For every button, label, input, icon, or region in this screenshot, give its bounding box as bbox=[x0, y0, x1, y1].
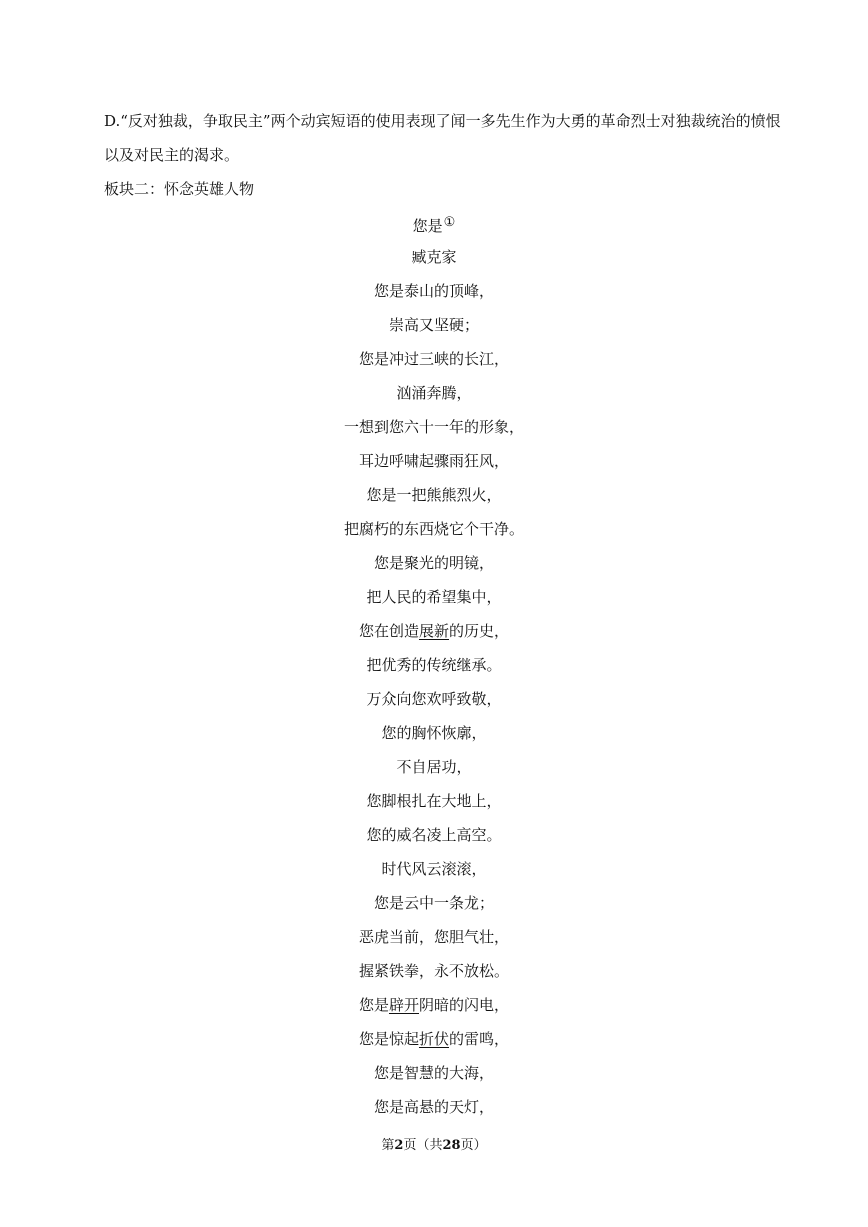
poem bbox=[0, 206, 868, 1124]
footer-text: 第 bbox=[381, 1138, 395, 1153]
poem-line-underlined bbox=[0, 1022, 868, 1056]
line-text: 的历史， bbox=[449, 622, 510, 640]
poem-line: 您脚根扎在大地上， bbox=[366, 792, 502, 810]
option-d-paragraph bbox=[104, 104, 794, 172]
footer-text: 页） bbox=[460, 1138, 487, 1153]
poem-line: 恶虎当前，您胆气壮， bbox=[358, 928, 509, 946]
poem-line: 不自居功， bbox=[396, 758, 472, 776]
poem-line: 您是智慧的大海， bbox=[373, 1064, 494, 1082]
poem-line: 时代风云滚滚， bbox=[381, 860, 487, 878]
poem-line: 一想到您六十一年的形象， bbox=[343, 418, 524, 436]
section-title: 板块二：怀念英雄人物 bbox=[104, 180, 255, 198]
poem-line: 您是一把熊熊烈火， bbox=[366, 486, 502, 504]
footer-text: 页（共 bbox=[403, 1138, 443, 1153]
poem-line: 握紧铁拳，永不放松。 bbox=[358, 962, 509, 980]
option-d-text: “反对独裁，争取民主”两个动宾短语的使用表现了闻一多先生作为大勇的革命烈士对独裁统治的愤恨以及对民主的渴求。 bbox=[104, 112, 781, 164]
underlined-word: 折伏 bbox=[418, 1030, 449, 1048]
poem-line: 您的威名凌上高空。 bbox=[366, 826, 502, 844]
page-number: 2 bbox=[394, 1138, 404, 1153]
poem-line-underlined bbox=[0, 614, 868, 648]
underlined-word: 辟开 bbox=[388, 996, 419, 1014]
poem-line: 您是冲过三峡的长江， bbox=[358, 350, 509, 368]
poem-line: 您是云中一条龙； bbox=[373, 894, 494, 912]
poem-line: 崇高又坚硬； bbox=[388, 316, 479, 334]
poem-line: 耳边呼啸起骤雨狂风， bbox=[358, 452, 509, 470]
poem-title-text: 您是 bbox=[412, 217, 443, 235]
line-text: 您是惊起 bbox=[358, 1030, 419, 1048]
poem-line: 把腐朽的东西烧它个干净。 bbox=[343, 520, 524, 538]
poem-line: 您的胸怀恢廓， bbox=[381, 724, 487, 742]
line-text: 您是 bbox=[358, 996, 389, 1014]
line-text: 阴暗的闪电， bbox=[419, 996, 510, 1014]
poem-line: 您是聚光的明镜， bbox=[373, 554, 494, 572]
underlined-word: 展新 bbox=[418, 622, 449, 640]
poem-line-underlined bbox=[0, 988, 868, 1022]
poem-line: 把人民的希望集中， bbox=[366, 588, 502, 606]
option-d-label: D. bbox=[104, 112, 121, 130]
poem-line: 您是泰山的顶峰， bbox=[373, 282, 494, 300]
page-footer bbox=[0, 1135, 868, 1157]
page-total: 28 bbox=[442, 1138, 461, 1153]
footnote-marker: ① bbox=[443, 215, 456, 230]
poem-title bbox=[0, 206, 868, 240]
line-text: 的雷鸣， bbox=[449, 1030, 510, 1048]
poem-author: 臧克家 bbox=[411, 248, 457, 266]
poem-line: 万众向您欢呼致敬， bbox=[366, 690, 502, 708]
line-text: 您在创造 bbox=[358, 622, 419, 640]
poem-line: 您是高悬的天灯， bbox=[373, 1098, 494, 1116]
poem-line: 汹涌奔腾， bbox=[396, 384, 472, 402]
poem-line: 把优秀的传统继承。 bbox=[366, 656, 502, 674]
